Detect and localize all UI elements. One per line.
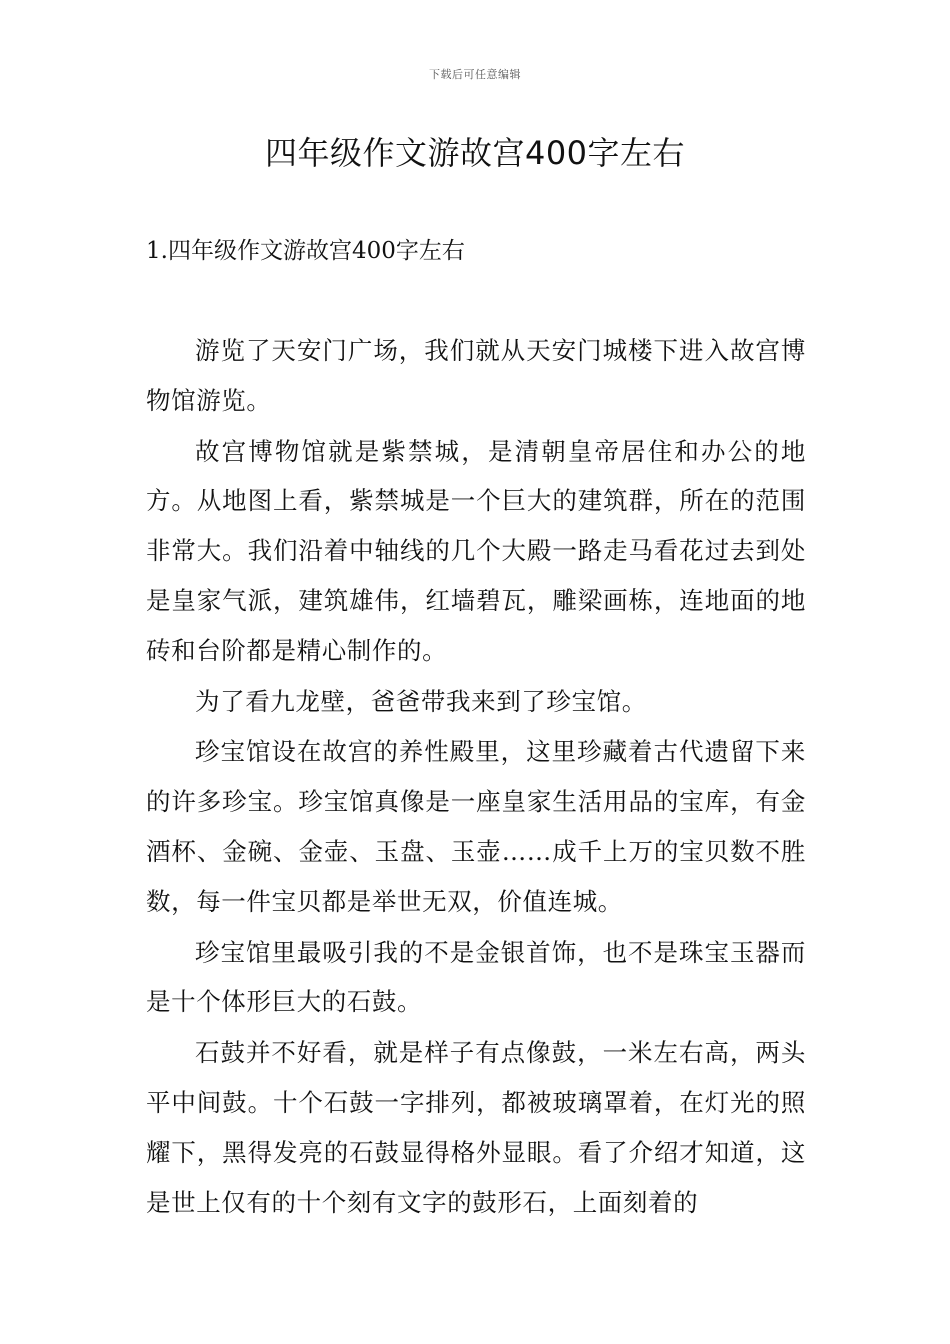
section-heading: 1.四年级作文游故宫400字左右 [146, 238, 465, 264]
paragraph: 石鼓并不好看，就是样子有点像鼓，一米左右高，两头平中间鼓。十个石鼓一字排列，都被玻璃罩着，在灯光的照耀下，黑得发亮的石鼓显得格外显眼。看了介绍才知道，这是世上仅有的十个刻有文字的鼓形石，上面刻着的 [146, 1038, 806, 1217]
paragraph: 珍宝馆里最吸引我的不是金银首饰，也不是珠宝玉器而是十个体形巨大的石鼓。 [146, 937, 806, 1017]
paragraph: 游览了天安门广场，我们就从天安门城楼下进入故宫博物馆游览。 [146, 336, 806, 415]
header-note: 下载后可任意编辑 [429, 68, 521, 81]
paragraph: 故宫博物馆就是紫禁城，是清朝皇帝居住和办公的地方。从地图上看，紫禁城是一个巨大的建筑群，所在的范围非常大。我们沿着中轴线的几个大殿一路走马看花过去到处是皇家气派，建筑雄伟，红墙碧瓦，雕梁画栋，连地面的地砖和台阶都是精心制作的。 [146, 436, 806, 665]
body-text [146, 326, 806, 1228]
document-title: 四年级作文游故宫400字左右 [264, 134, 686, 172]
paragraph: 珍宝馆设在故宫的养性殿里，这里珍藏着古代遗留下来的许多珍宝。珍宝馆真像是一座皇家生活用品的宝库，有金酒杯、金碗、金壶、玉盘、玉壶……成千上万的宝贝数不胜数，每一件宝贝都是举世无双，价值连城。 [146, 737, 806, 916]
paragraph: 为了看九龙壁，爸爸带我来到了珍宝馆。 [195, 686, 647, 716]
